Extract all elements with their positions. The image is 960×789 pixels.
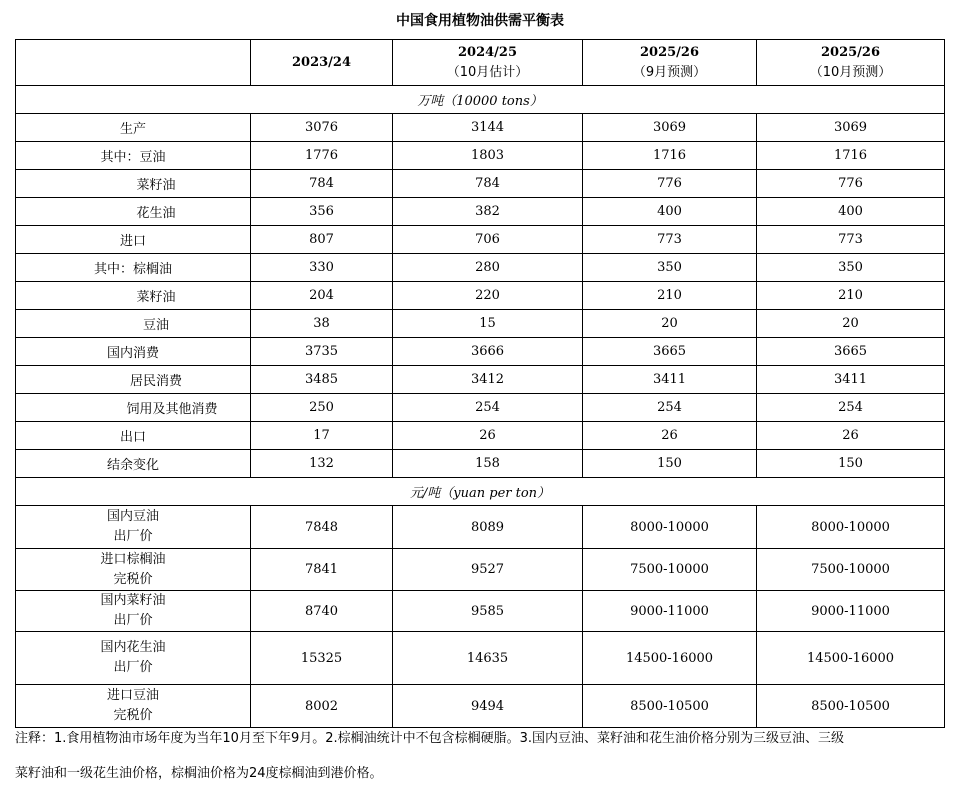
cell-value: 784 bbox=[393, 170, 583, 198]
table-row bbox=[16, 226, 945, 254]
table-row bbox=[16, 282, 945, 310]
header-col1-main: 2023/24 bbox=[291, 54, 352, 70]
cell-value: 3411 bbox=[757, 366, 945, 394]
cell-value: 776 bbox=[757, 170, 945, 198]
cell-value: 8740 bbox=[251, 591, 393, 632]
header-col2-main: 2024/25 bbox=[457, 44, 518, 60]
cell-value: 3665 bbox=[757, 338, 945, 366]
cell-value: 776 bbox=[583, 170, 757, 198]
cell-value: 132 bbox=[251, 450, 393, 478]
cell-value: 400 bbox=[583, 198, 757, 226]
unit-label-price: 元/吨（yuan per ton） bbox=[16, 478, 945, 506]
row-label: 花生油 bbox=[16, 198, 251, 226]
price-label-line2: 完税价 bbox=[113, 708, 153, 723]
cell-value: 3144 bbox=[393, 114, 583, 142]
table-title: 中国食用植物油供需平衡表 bbox=[396, 13, 564, 29]
unit-row-volume bbox=[16, 86, 945, 114]
cell-value: 14500-16000 bbox=[757, 632, 945, 685]
cell-value: 254 bbox=[757, 394, 945, 422]
cell-value: 254 bbox=[583, 394, 757, 422]
header-col3-main: 2025/26 bbox=[639, 44, 700, 60]
price-label-line1: 国内豆油 bbox=[106, 509, 159, 524]
cell-value: 400 bbox=[757, 198, 945, 226]
header-col4-sub: （10月预测） bbox=[809, 64, 892, 80]
cell-value: 1776 bbox=[251, 142, 393, 170]
row-label: 其中：豆油 bbox=[16, 142, 251, 170]
unit-label-volume: 万吨（10000 tons） bbox=[16, 86, 945, 114]
cell-value: 150 bbox=[583, 450, 757, 478]
price-label-line2: 完税价 bbox=[113, 571, 153, 587]
cell-value: 8500-10500 bbox=[583, 685, 757, 728]
cell-value: 1716 bbox=[583, 142, 757, 170]
cell-value: 773 bbox=[583, 226, 757, 254]
cell-value: 254 bbox=[393, 394, 583, 422]
price-row bbox=[16, 549, 945, 591]
cell-value: 210 bbox=[583, 282, 757, 310]
table-row bbox=[16, 254, 945, 282]
cell-value: 3666 bbox=[393, 338, 583, 366]
cell-value: 7500-10000 bbox=[583, 549, 757, 591]
cell-value: 1716 bbox=[757, 142, 945, 170]
header-row bbox=[16, 40, 945, 86]
cell-value: 7500-10000 bbox=[757, 549, 945, 591]
row-label: 饲用及其他消费 bbox=[16, 394, 251, 422]
cell-value: 8000-10000 bbox=[757, 506, 945, 549]
cell-value: 8089 bbox=[393, 506, 583, 549]
cell-value: 20 bbox=[757, 310, 945, 338]
cell-value: 350 bbox=[583, 254, 757, 282]
cell-value: 9000-11000 bbox=[757, 591, 945, 632]
cell-value: 8000-10000 bbox=[583, 506, 757, 549]
cell-value: 250 bbox=[251, 394, 393, 422]
cell-value: 158 bbox=[393, 450, 583, 478]
cell-value: 17 bbox=[251, 422, 393, 450]
cell-value: 3485 bbox=[251, 366, 393, 394]
cell-value: 8002 bbox=[251, 685, 393, 728]
cell-value: 220 bbox=[393, 282, 583, 310]
cell-value: 26 bbox=[583, 422, 757, 450]
cell-value: 15325 bbox=[251, 632, 393, 685]
cell-value: 9585 bbox=[393, 591, 583, 632]
cell-value: 204 bbox=[251, 282, 393, 310]
header-col4-main: 2025/26 bbox=[820, 44, 881, 60]
row-label: 菜籽油 bbox=[16, 282, 251, 310]
header-col-2025-26-sep bbox=[583, 40, 757, 86]
cell-value: 3069 bbox=[583, 114, 757, 142]
row-label: 其中：棕榈油 bbox=[16, 254, 251, 282]
row-label: 进口 bbox=[16, 226, 251, 254]
cell-value: 706 bbox=[393, 226, 583, 254]
cell-value: 9527 bbox=[393, 549, 583, 591]
price-row bbox=[16, 685, 945, 728]
table-row bbox=[16, 450, 945, 478]
cell-value: 807 bbox=[251, 226, 393, 254]
header-col-2024-25 bbox=[393, 40, 583, 86]
cell-value: 14635 bbox=[393, 632, 583, 685]
cell-value: 356 bbox=[251, 198, 393, 226]
unit-row-price bbox=[16, 478, 945, 506]
cell-value: 3735 bbox=[251, 338, 393, 366]
cell-value: 382 bbox=[393, 198, 583, 226]
header-corner-cell bbox=[16, 40, 251, 86]
table-row bbox=[16, 394, 945, 422]
row-label: 豆油 bbox=[16, 310, 251, 338]
cell-value: 150 bbox=[757, 450, 945, 478]
price-label-line1: 国内花生油 bbox=[100, 640, 166, 655]
price-row-label bbox=[16, 632, 251, 685]
cell-value: 3069 bbox=[757, 114, 945, 142]
cell-value: 1803 bbox=[393, 142, 583, 170]
cell-value: 8500-10500 bbox=[757, 685, 945, 728]
price-label-line2: 出厂价 bbox=[113, 529, 153, 544]
cell-value: 14500-16000 bbox=[583, 632, 757, 685]
price-label-line1: 国内菜籽油 bbox=[100, 593, 166, 608]
table-row bbox=[16, 198, 945, 226]
cell-value: 7841 bbox=[251, 549, 393, 591]
row-label: 国内消费 bbox=[16, 338, 251, 366]
cell-value: 9494 bbox=[393, 685, 583, 728]
cell-value: 3076 bbox=[251, 114, 393, 142]
supply-demand-table bbox=[15, 39, 945, 728]
price-row-label bbox=[16, 685, 251, 728]
footnote-line-2: 菜籽油和一级花生油价格，棕榈油价格为24度棕榈油到港价格。 bbox=[15, 766, 383, 781]
price-row-label bbox=[16, 506, 251, 549]
row-label: 结余变化 bbox=[16, 450, 251, 478]
cell-value: 3412 bbox=[393, 366, 583, 394]
header-col2-sub: （10月估计） bbox=[446, 64, 529, 80]
row-label: 生产 bbox=[16, 114, 251, 142]
cell-value: 7848 bbox=[251, 506, 393, 549]
footnote-line-1: 注释：1.食用植物油市场年度为当年10月至下年9月。2.棕榈油统计中不包含棕榈硬脂。3.国内豆油、菜籽油和花生油价格分别为三级豆油、三级 bbox=[15, 731, 845, 746]
cell-value: 9000-11000 bbox=[583, 591, 757, 632]
table-row bbox=[16, 142, 945, 170]
row-label: 出口 bbox=[16, 422, 251, 450]
price-row-label bbox=[16, 591, 251, 632]
row-label: 菜籽油 bbox=[16, 170, 251, 198]
price-row bbox=[16, 591, 945, 632]
cell-value: 280 bbox=[393, 254, 583, 282]
table-row bbox=[16, 170, 945, 198]
table-row bbox=[16, 338, 945, 366]
table-row bbox=[16, 422, 945, 450]
cell-value: 26 bbox=[757, 422, 945, 450]
cell-value: 3411 bbox=[583, 366, 757, 394]
header-col-2025-26-oct bbox=[757, 40, 945, 86]
price-label-line2: 出厂价 bbox=[113, 613, 153, 628]
cell-value: 773 bbox=[757, 226, 945, 254]
cell-value: 3665 bbox=[583, 338, 757, 366]
cell-value: 26 bbox=[393, 422, 583, 450]
price-label-line1: 进口棕榈油 bbox=[100, 551, 166, 567]
cell-value: 784 bbox=[251, 170, 393, 198]
price-label-line1: 进口豆油 bbox=[106, 688, 159, 703]
cell-value: 20 bbox=[583, 310, 757, 338]
price-row bbox=[16, 506, 945, 549]
cell-value: 350 bbox=[757, 254, 945, 282]
cell-value: 38 bbox=[251, 310, 393, 338]
header-col3-sub: （9月预测） bbox=[632, 64, 707, 80]
table-row bbox=[16, 114, 945, 142]
price-row bbox=[16, 632, 945, 685]
table-row bbox=[16, 366, 945, 394]
cell-value: 330 bbox=[251, 254, 393, 282]
cell-value: 15 bbox=[393, 310, 583, 338]
table-row bbox=[16, 310, 945, 338]
price-row-label bbox=[16, 549, 251, 591]
cell-value: 210 bbox=[757, 282, 945, 310]
price-label-line2: 出厂价 bbox=[113, 660, 153, 675]
row-label: 居民消费 bbox=[16, 366, 251, 394]
header-col-2023-24 bbox=[251, 40, 393, 86]
